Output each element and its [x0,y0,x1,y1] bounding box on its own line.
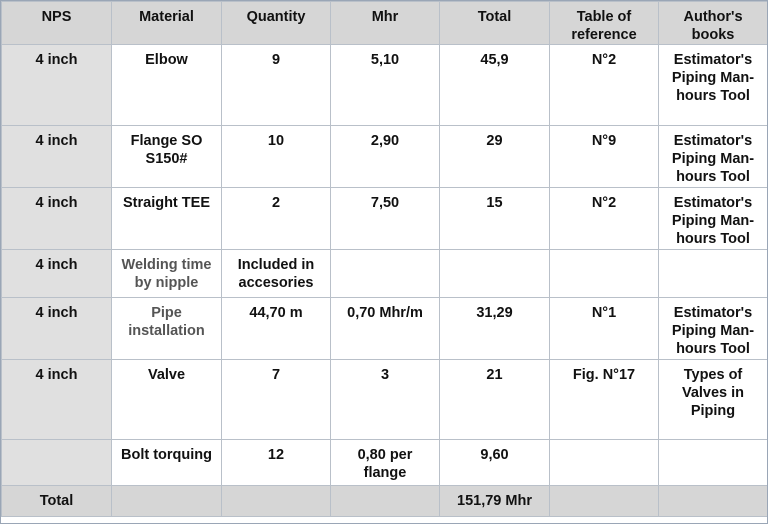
cell-total: 9,60 [440,440,550,486]
cell-mhr: 5,10 [331,45,440,126]
total-row [2,486,768,517]
table-row [2,298,768,360]
cell-book [659,440,768,486]
cell-nps: 4 inch [2,45,112,126]
header-table-of-reference: Table of reference [550,2,659,45]
cell-reference: N°1 [550,298,659,360]
cell-book: Estimator's Piping Man-hours Tool [659,126,768,188]
total-empty-cell [659,486,768,517]
total-empty-cell [112,486,222,517]
total-value: 151,79 Mhr [440,486,550,517]
table-row [2,250,768,298]
header-authors-books: Author's books [659,2,768,45]
cell-total: 21 [440,360,550,440]
cell-book: Estimator's Piping Man-hours Tool [659,45,768,126]
cell-mhr: 2,90 [331,126,440,188]
cell-material: Elbow [112,45,222,126]
cell-total: 15 [440,188,550,250]
cell-reference [550,250,659,298]
cell-nps: 4 inch [2,126,112,188]
cell-mhr: 0,70 Mhr/m [331,298,440,360]
cell-total: 29 [440,126,550,188]
cell-total: 45,9 [440,45,550,126]
cell-quantity: Included in accesories [222,250,331,298]
cell-book: Estimator's Piping Man-hours Tool [659,188,768,250]
cell-book: Estimator's Piping Man-hours Tool [659,298,768,360]
cell-mhr [331,250,440,298]
total-label: Total [2,486,112,517]
table-row [2,188,768,250]
cell-quantity: 2 [222,188,331,250]
cell-mhr: 3 [331,360,440,440]
header-row [2,2,768,45]
cell-material: Welding time by nipple [112,250,222,298]
cell-total [440,250,550,298]
total-empty-cell [331,486,440,517]
cell-total: 31,29 [440,298,550,360]
cell-material: Flange SO S150# [112,126,222,188]
cell-nps: 4 inch [2,250,112,298]
total-empty-cell [222,486,331,517]
cell-nps: 4 inch [2,360,112,440]
cell-book: Types of Valves in Piping [659,360,768,440]
cell-quantity: 12 [222,440,331,486]
table-row [2,45,768,126]
manhours-table [1,1,768,517]
cell-quantity: 10 [222,126,331,188]
cell-mhr: 0,80 per flange [331,440,440,486]
cell-reference [550,440,659,486]
cell-material: Bolt torquing [112,440,222,486]
cell-material: Pipe installation [112,298,222,360]
cell-nps: 4 inch [2,298,112,360]
cell-material: Straight TEE [112,188,222,250]
total-empty-cell [550,486,659,517]
cell-reference: N°2 [550,45,659,126]
cell-reference: N°9 [550,126,659,188]
cell-mhr: 7,50 [331,188,440,250]
header-quantity: Quantity [222,2,331,45]
header-material: Material [112,2,222,45]
cell-reference: N°2 [550,188,659,250]
cell-quantity: 7 [222,360,331,440]
header-total: Total [440,2,550,45]
cell-quantity: 9 [222,45,331,126]
cell-quantity: 44,70 m [222,298,331,360]
cell-book [659,250,768,298]
table-row [2,126,768,188]
header-nps: NPS [2,2,112,45]
table-row [2,440,768,486]
header-mhr: Mhr [331,2,440,45]
cell-nps: 4 inch [2,188,112,250]
cell-material: Valve [112,360,222,440]
cell-reference: Fig. N°17 [550,360,659,440]
cell-nps [2,440,112,486]
table-row [2,360,768,440]
